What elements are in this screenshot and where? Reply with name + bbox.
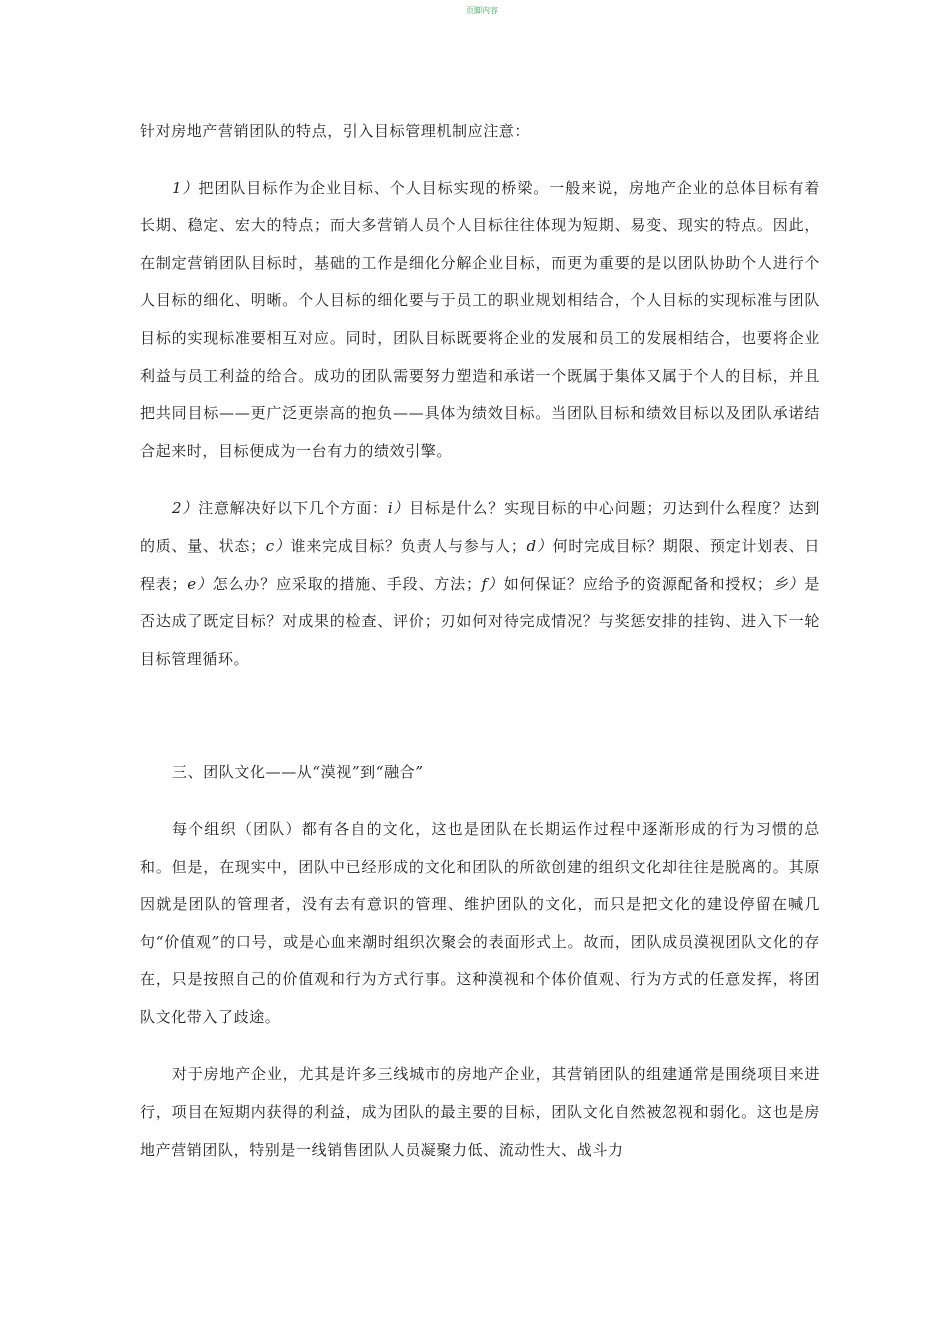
point-2-text-7: 是否达成了既定目标？对成果的检查、评价；刃如何对待完成情况？与奖惩安排的挂钩、进入下一轮目标管理循环。 bbox=[140, 574, 820, 668]
culture-paragraph-1 bbox=[140, 811, 820, 1037]
point-2-text-2: 目标是什么？实现目标的中心问题；刃达到什么程度？达到的质、量、状态； bbox=[140, 499, 820, 555]
section-title-word-1: 漠视 bbox=[320, 763, 352, 782]
point-1-paragraph bbox=[140, 170, 820, 471]
point-2-text-5: 怎么办？应采取的措施、手段、方法； bbox=[212, 574, 482, 593]
point-2-marker-c: c） bbox=[265, 536, 291, 555]
culture-text-b: 的口号，或是心血来潮时组织次聚会的表面形式上。故而，团队成员漠视团队文化的存在，只是按照自己的价值观和行为方式行事。这种漠视和个体价值观、行为方式的任意发挥，将团队文化带入了歧途。 bbox=[140, 932, 820, 1026]
page-header: 页脚内容 bbox=[466, 6, 498, 15]
point-1-marker: 1） bbox=[172, 178, 199, 197]
point-2-marker-e: e） bbox=[187, 574, 213, 593]
document-body bbox=[140, 113, 820, 1169]
section-3-title bbox=[140, 754, 820, 792]
point-2-text-4: 何时完成目标？期限、预定计划表、日程表； bbox=[140, 536, 820, 593]
culture-text-a: 每个组织（团队）都有各自的文化，这也是团队在长期运作过程中逐渐形成的行为习惯的总和。但是，在现实中，团队中已经形成的文化和团队的所欲创建的组织文化却往往是脱离的。其原因就是团队的管理者，没有去有意识的管理、维护团队的文化，而只是把文化的建设停留在喊几句 bbox=[140, 819, 820, 951]
section-title-quote-close-1: ” bbox=[351, 763, 361, 782]
intro-paragraph: 针对房地产营销团队的特点，引入目标管理机制应注意： bbox=[140, 122, 531, 140]
point-2-marker-d: d） bbox=[526, 536, 553, 555]
section-title-prefix: 三、团队文化——从 bbox=[172, 763, 313, 782]
point-2-marker-f: f） bbox=[481, 574, 504, 593]
point-2-text-3: 谁来完成目标？负责人与参与人； bbox=[290, 536, 527, 555]
section-title-quote-open-2: “ bbox=[375, 763, 385, 782]
culture-quote-close: ” bbox=[211, 932, 220, 951]
point-2-marker: 2） bbox=[172, 499, 199, 518]
point-2-text-1: 注意解决好以下几个方面： bbox=[198, 499, 388, 518]
section-title-word-2: 融合 bbox=[384, 763, 416, 782]
point-2-text-6: 如何保证？应给予的资源配备和授权； bbox=[503, 574, 773, 593]
point-2-paragraph bbox=[140, 490, 820, 678]
culture-quoted-word: 价值观 bbox=[164, 932, 212, 951]
culture-paragraph-2: 对于房地产企业，尤其是许多三线城市的房地产企业，其营销团队的组建通常是围绕项目来进行，项目在短期内获得的利益，成为团队的最主要的目标，团队文化自然被忽视和弱化。这也是房地产营销团队，特别是一线销售团队人员凝聚力低、流动性大、战斗力 bbox=[140, 1065, 820, 1159]
point-1-text: 把团队目标作为企业目标、个人目标实现的桥梁。一般来说，房地产企业的总体目标有着长期、稳定、宏大的特点；而大多营销人员个人目标往往体现为短期、易变、现实的特点。因此，在制定营销团队目标时，基础的工作是细化分解企业目标，而更为重要的是以团队协助个人进行个人目标的细化、明晰。个人目标的细化要与于员工的职业规划相结合，个人目标的实现标准与团队目标的实现标准要相互对应。同时，团队目标既要将企业的发展和员工的发展相结合，也要将企业利益与员工利益的给合。成功的团队需要努力塑造和承诺一个既属于集体又属于个人的目标，并且把共同目标——更广泛更崇高的抱负——具体为绩效目标。当团队目标和绩效目标以及团队承诺结合起来时，目标便成为一台有力的绩效引擎。 bbox=[140, 178, 820, 460]
section-title-middle: 到 bbox=[360, 763, 376, 782]
point-2-marker-g: 乡） bbox=[772, 574, 805, 593]
culture-quote-open: “ bbox=[155, 932, 165, 951]
section-title-quote-open-1: “ bbox=[312, 763, 321, 782]
section-title-quote-close-2: ” bbox=[415, 763, 424, 782]
point-2-marker-a: ⅰ） bbox=[387, 499, 410, 518]
